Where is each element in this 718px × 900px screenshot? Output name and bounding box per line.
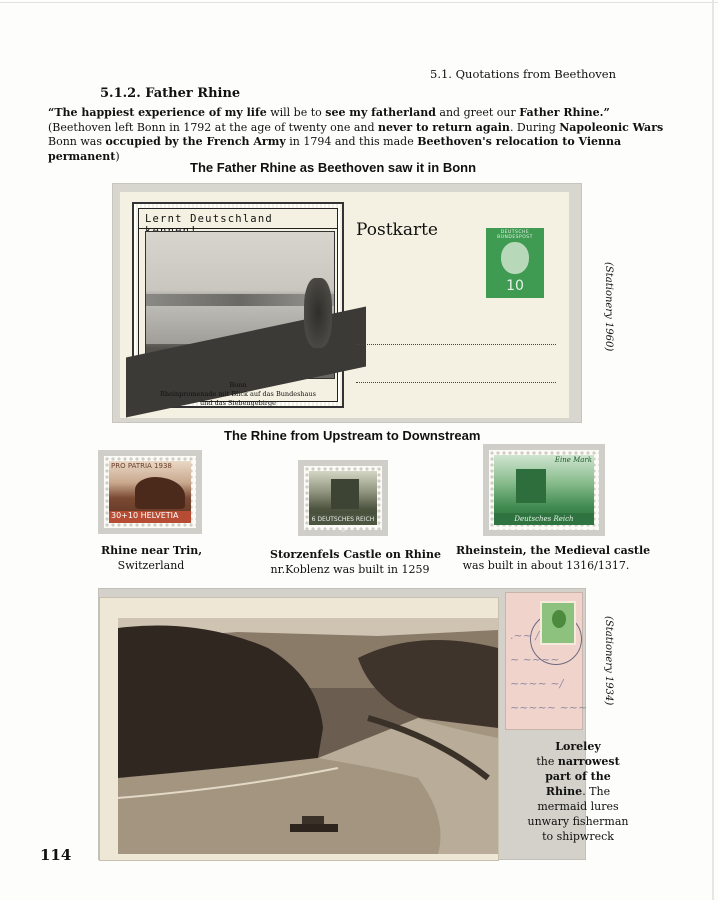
stamp-caption — [456, 544, 651, 574]
stamp-inscription: DEUTSCHE BUNDESPOST — [497, 230, 533, 240]
intro-bold: never to return again — [378, 120, 510, 134]
intro-bold: see my fatherland — [325, 106, 436, 119]
stamp-caption-text: Switzerland — [117, 558, 185, 572]
portrait-icon — [501, 242, 529, 274]
stamp-top-text: Eine Mark — [554, 456, 592, 464]
stamp-caption — [101, 544, 201, 574]
beethoven-stamp — [486, 228, 544, 298]
loreley-postcard — [99, 597, 499, 861]
stamp-rheinstein — [489, 450, 599, 530]
postcard-picture-panel — [132, 202, 344, 408]
loreley-side-note: (Stationery 1934) — [603, 616, 614, 706]
stamp-image — [109, 461, 191, 523]
stamp-value: 6 — [311, 516, 316, 523]
stamp-caption-text: was built in about 1316/1317. — [462, 558, 630, 572]
mountain-icon — [135, 477, 185, 509]
loreley-caption — [526, 740, 630, 845]
intro-text: will be to — [266, 106, 326, 119]
page-top-edge — [0, 2, 718, 3]
intro-bold: Beethoven's relocation to Vienna permanent — [48, 135, 622, 163]
stamp-value: 6 — [341, 527, 345, 534]
stamp-bottom-text — [309, 514, 377, 534]
intro-bold: occupied by the French Army — [105, 135, 286, 149]
intro-paragraph — [48, 106, 673, 165]
stamp-inscription: DEUTSCHES REICH — [317, 516, 375, 523]
postcard-banner: Lernt Deutschland — [139, 209, 337, 229]
stamp-value: 10 — [506, 278, 524, 294]
loreley-mount — [98, 588, 586, 860]
intro-text: Bonn was — [48, 135, 106, 149]
stamp-caption-bold: Rhine near Trin, — [101, 544, 203, 557]
intro-bold: Father Rhine.” — [519, 106, 610, 119]
loreley-caption-text: the — [536, 754, 558, 768]
intro-bold: Napoleonic Wars — [559, 120, 664, 134]
postcard-mount — [112, 183, 582, 423]
stamp-mount — [98, 450, 202, 534]
intro-text: (Beethoven left Bonn in 1792 at the age of twenty one and — [48, 120, 379, 134]
intro-text: ) — [115, 149, 120, 163]
postcard-title: Postkarte — [356, 220, 438, 240]
photo-caption-line: Rheinpromenade mit Blick auf das Bundeshaus — [159, 389, 317, 398]
photo-caption-line: Bonn — [229, 381, 247, 389]
intro-text: . During — [509, 120, 560, 134]
cover-envelope — [505, 592, 588, 730]
portrait-icon — [552, 610, 566, 628]
postcard — [120, 192, 569, 418]
handwriting: ~~~~ ~/ — [510, 677, 564, 690]
stamp-mount — [483, 444, 605, 536]
bonn-photo — [145, 231, 335, 379]
stamp-bottom-text: Deutsches Reich — [494, 513, 594, 525]
stamp-image — [494, 455, 594, 525]
page-number: 114 — [40, 846, 72, 864]
loreley-caption-text: . The mermaid lures unwary fisherman to shipwreck — [527, 784, 629, 843]
stamp-caption-text: nr.Koblenz was built in 1259 — [270, 562, 430, 576]
photo-caption-line: und das Siebengebirge — [200, 398, 276, 407]
bonn-photo-caption — [139, 381, 337, 407]
handwriting: .~~ / — [510, 629, 540, 642]
stamp-caption-bold: Rheinstein, the Medieval castle — [456, 544, 651, 557]
postcard-caption: The Father Rhine as Beethoven saw it in Bonn — [190, 160, 477, 175]
intro-text: in 1794 and this made — [285, 135, 418, 149]
stamp-mount — [298, 460, 388, 536]
loreley-caption-bold: Loreley — [555, 740, 601, 753]
photo-tree — [304, 278, 332, 348]
loreley-photo — [118, 618, 498, 854]
stamp-caption — [270, 548, 441, 578]
address-line — [356, 344, 556, 345]
address-line — [356, 382, 556, 383]
handwriting: ~~~~~ ~~~ — [510, 701, 588, 714]
loreley-caption-bold: narrowest part of the Rhine — [545, 754, 620, 798]
stamp-trin — [104, 456, 196, 528]
handwriting: ~ ~~~~ — [510, 653, 560, 666]
intro-text: and greet our — [435, 106, 520, 119]
stamp-image — [309, 471, 377, 534]
loreley-landscape — [118, 618, 498, 854]
chapter-title: 5.1.2. Father Rhine — [100, 86, 241, 101]
castle-icon — [516, 469, 546, 503]
stamp-caption-bold: Storzenfels Castle on Rhine — [270, 548, 441, 561]
stamp-top-text: PRO PATRIA 1938 — [111, 462, 172, 470]
postcard-picture-frame — [138, 208, 338, 407]
postcard-side-note: (Stationery 1960) — [603, 262, 614, 352]
intro-bold: “The happiest experience of my life — [48, 106, 267, 119]
stamp-bottom-text: 30+10 HELVETIA — [109, 511, 191, 523]
rhine-caption: The Rhine from Upstream to Downstream — [224, 428, 481, 443]
stamp-storzenfels — [304, 466, 382, 534]
castle-icon — [331, 479, 359, 509]
section-title: 5.1. Quotations from Beethoven — [430, 67, 616, 81]
green-stamp — [540, 601, 576, 645]
page-right-edge — [712, 0, 714, 900]
